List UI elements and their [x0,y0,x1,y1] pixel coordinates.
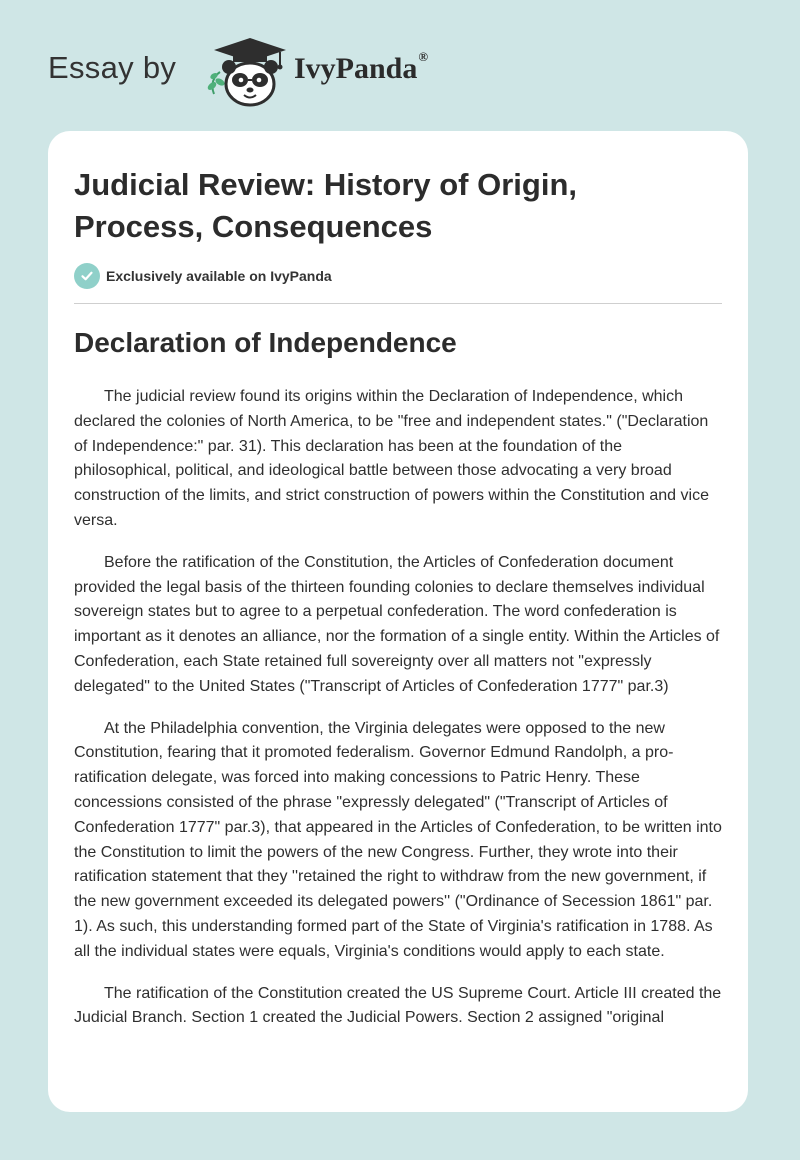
essay-card [48,131,748,1112]
exclusive-badge [74,263,332,289]
paragraph: The judicial review found its origins within the Declaration of Independence, which declared the colonies of North America, to be "free and independent states." ("Declaration of Independence:" par. 31). This declaration has been at the foundation of the philosophical, political, and ideological battle between those advocating a very broad construction of the limits, and strict construction of powers within the Constitution and vice versa. [74,388,709,529]
badge-text: Exclusively available on IvyPanda [106,268,332,284]
paragraph: At the Philadelphia convention, the Virginia delegates were opposed to the new Constitution, fearing that it promoted federalism. Governor Edmund Randolph, a pro-ratification delegate, was forced into making concessions to Patric Henry. These concessions consisted of the phrase "expressly delegated" ("Transcript of Articles of Confederation 1777" par.3), that appeared in the Articles of Confederation, to be written into the Constitution to limit the powers of the new Congress. Further, they wrote into their ratification statement that they ''retained the right to withdraw from the new government, if the new government exceeded its delegated powers'' ("Ordinance of Secession 1861" par. 1). As such, this understanding formed part of the State of Virginia's ratification in 1788. As all the individual states were equals, Virginia's conditions would apply to each state. [74,719,722,960]
paragraph: The ratification of the Constitution created the US Supreme Court. Article III created the Judicial Branch. Section 1 created the Judicial Powers. Section 2 assigned "original [74,984,722,1027]
check-circle-icon [74,263,100,289]
paragraph: Before the ratification of the Constitution, the Articles of Confederation document provided the legal basis of the thirteen founding colonies to declare themselves individual sovereign states but to agree to a perpetual confederation. The word confederation is important as it denotes an alliance, nor the formation of a single entity. Within the Articles of Confederation, each State retained full sovereignty over all matters not "expressly delegated" to the United States ("Transcript of Articles of Confederation 1777" par.3) [74,553,720,695]
section-heading: Declaration of Independence [74,327,457,358]
page-title: Judicial Review: History of Origin, Process, Consequences [74,167,577,244]
essay-by-label: Essay by [48,50,177,85]
article-body [74,385,722,1048]
panda-graduate-icon [200,36,290,108]
brand-logo-text: IvyPanda® [294,49,429,85]
divider [74,303,722,304]
site-header [48,36,748,108]
